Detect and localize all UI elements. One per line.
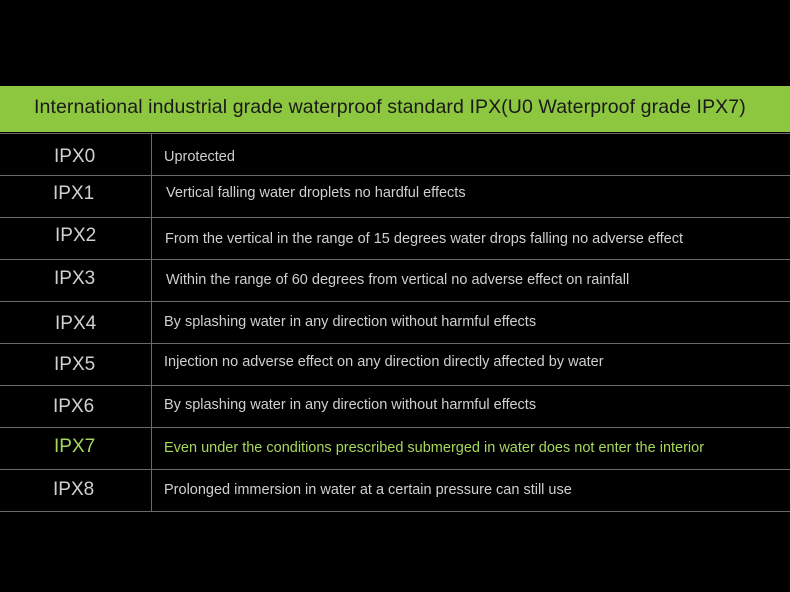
page-title: International industrial grade waterproof standard IPX(U0 Waterproof grade IPX7): [34, 96, 746, 118]
grade-description: From the vertical in the range of 15 degrees water drops falling no adverse effect: [165, 231, 683, 247]
table-row: [0, 260, 790, 302]
table-row: [0, 386, 790, 428]
table-row: [0, 134, 790, 176]
table-row: [0, 218, 790, 260]
table-row: [0, 302, 790, 344]
grade-code: IPX0: [54, 146, 96, 167]
grade-description: Prolonged immersion in water at a certain pressure can still use: [164, 482, 572, 498]
grade-description: Vertical falling water droplets no hardful effects: [166, 185, 466, 201]
column-divider: [151, 134, 152, 175]
column-divider: [151, 302, 152, 343]
grade-description: Even under the conditions prescribed submerged in water does not enter the interior: [164, 440, 705, 456]
grade-code: IPX7: [54, 436, 96, 457]
grade-description: By splashing water in any direction without harmful effects: [164, 397, 537, 413]
grade-description: Injection no adverse effect on any direction directly affected by water: [164, 354, 604, 370]
column-divider: [151, 344, 152, 385]
column-divider: [151, 260, 152, 301]
grade-description: Uprotected: [164, 149, 235, 165]
column-divider: [151, 176, 152, 217]
grade-description: Within the range of 60 degrees from vertical no adverse effect on rainfall: [166, 272, 630, 288]
grade-code: IPX1: [53, 183, 95, 204]
table-row-highlighted: [0, 428, 790, 470]
grade-code: IPX2: [55, 225, 97, 246]
grade-code: IPX5: [54, 354, 96, 375]
header-band: [0, 86, 790, 132]
grade-code: IPX8: [53, 479, 95, 500]
grade-description: By splashing water in any direction without harmful effects: [164, 314, 537, 330]
waterproof-grade-table: [0, 133, 790, 512]
column-divider: [151, 218, 152, 259]
grade-code: IPX6: [53, 396, 95, 417]
grade-code: IPX4: [55, 313, 97, 334]
column-divider: [151, 428, 152, 469]
column-divider: [151, 386, 152, 427]
table-row: [0, 470, 790, 512]
column-divider: [151, 470, 152, 511]
grade-code: IPX3: [54, 268, 96, 289]
table-row: [0, 176, 790, 218]
table-row: [0, 344, 790, 386]
